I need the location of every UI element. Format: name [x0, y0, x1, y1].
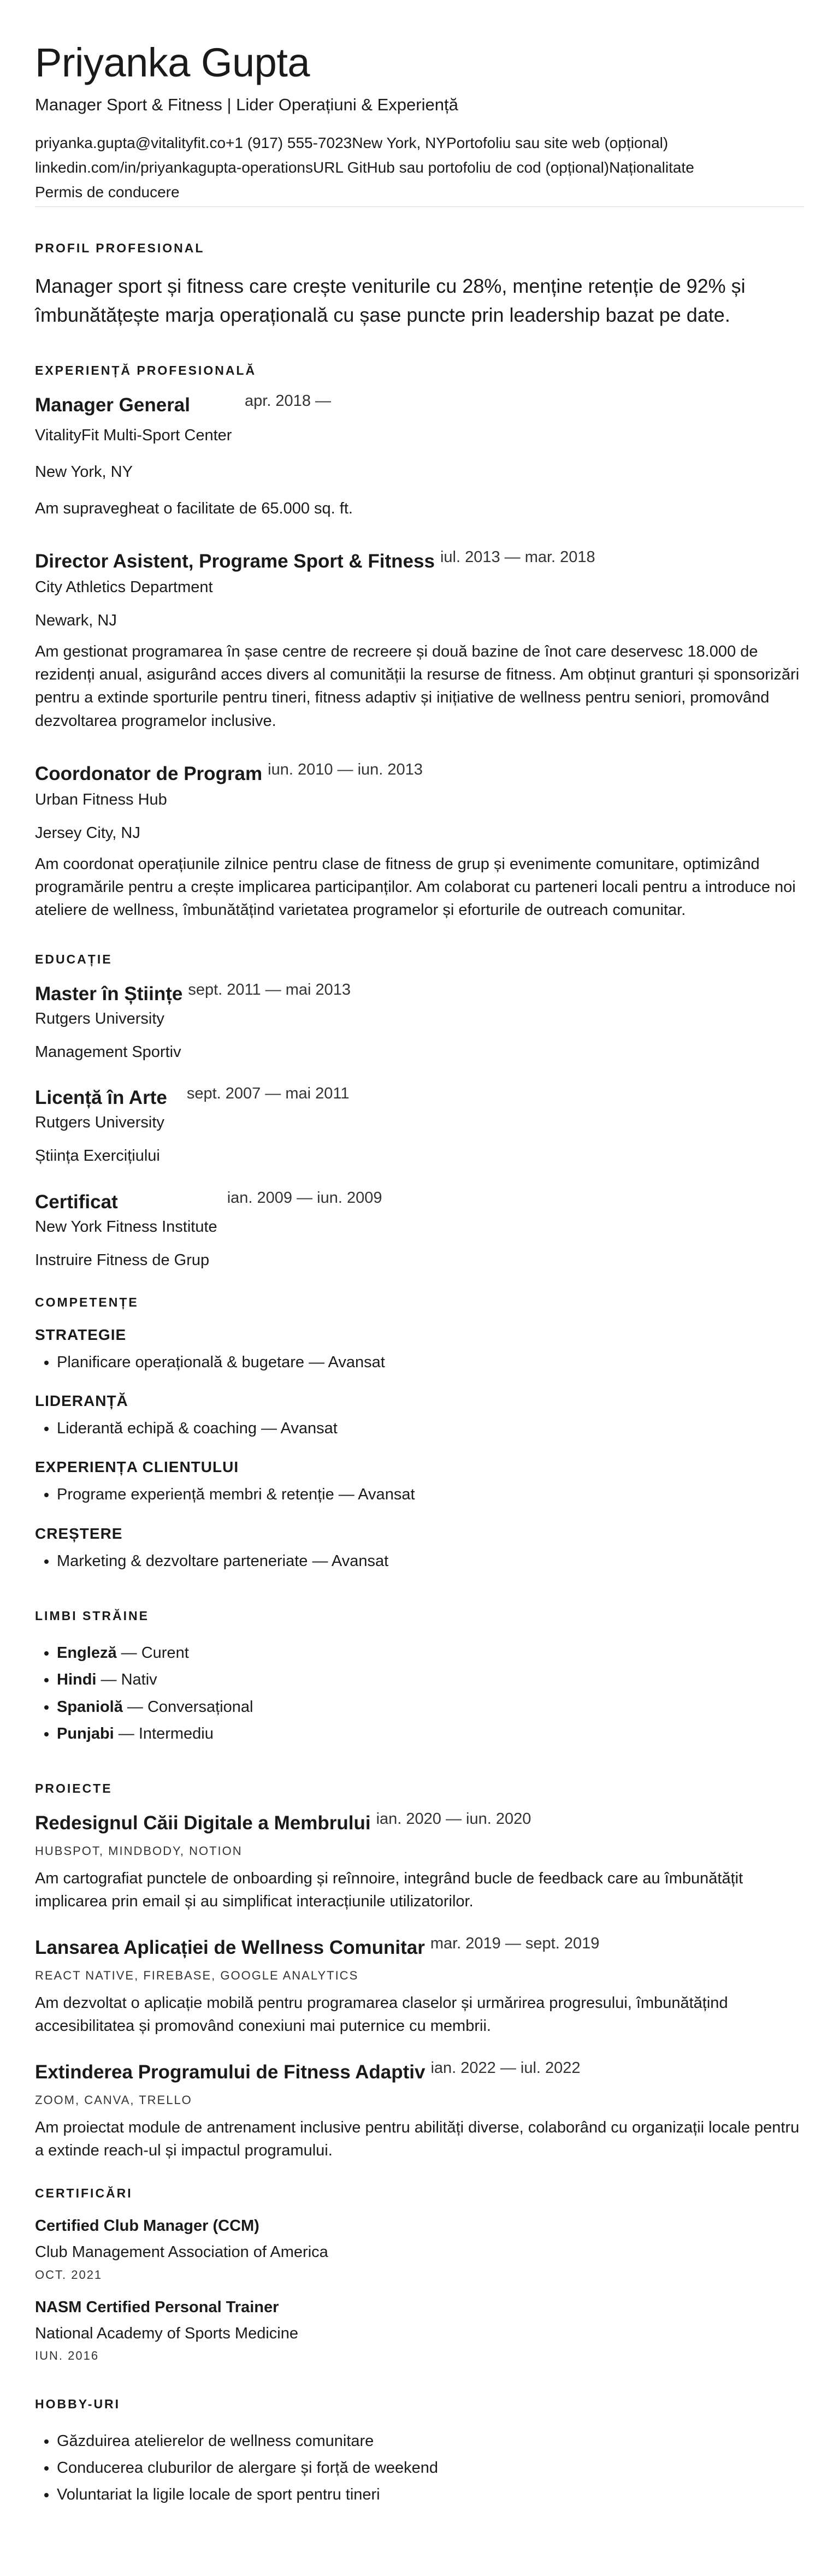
- language-level: — Nativ: [96, 1671, 157, 1689]
- languages-section: [35, 1609, 804, 1747]
- skill-category: CREȘTERE: [35, 1525, 123, 1542]
- language-name: Engleză: [57, 1644, 117, 1662]
- profile-section: [35, 241, 804, 329]
- project-entry: [35, 1937, 804, 2037]
- education-dates: sept. 2007 — mai 2011: [186, 1085, 350, 1103]
- experience-entry-header: [35, 548, 804, 572]
- language-item: [57, 1640, 804, 1667]
- hobbies-section: [35, 2397, 804, 2509]
- skill-category: LIDERANȚĂ: [35, 1392, 128, 1410]
- language-list: [35, 1640, 804, 1747]
- profile-section-title: PROFIL PROFESIONAL: [35, 241, 205, 256]
- education-entry: [35, 1087, 804, 1167]
- certification-entry: [35, 2217, 804, 2282]
- experience-dates: iun. 2010 — iun. 2013: [268, 760, 423, 778]
- language-level: — Intermediu: [114, 1724, 214, 1742]
- skill-group: [35, 1458, 804, 1508]
- experience-dates: apr. 2018 —: [245, 392, 331, 410]
- projects-section: [35, 1781, 804, 2162]
- skill-list: [35, 1415, 804, 1442]
- language-name: Spaniolă: [57, 1698, 123, 1716]
- contact-license: Permis de conducere: [35, 183, 180, 200]
- contact-row-3: [35, 180, 804, 205]
- profile-summary: Manager sport și fitness care crește veniturile cu 28%, menține retenție de 92% și îmbunătățește marja operațională cu șase puncte prin leadership bazat pe date.: [35, 275, 746, 326]
- certification-name: Certified Club Manager (CCM): [35, 2217, 259, 2235]
- candidate-headline: Manager Sport & Fitness | Lider Operațiuni & Experiență: [35, 94, 458, 114]
- hobby-item: • Conducerea cluburilor de alergare și forță de weekend: [57, 2455, 804, 2482]
- contact-phone[interactable]: +1 (917) 555-7023: [226, 134, 352, 151]
- project-entry: [35, 1812, 804, 1913]
- contact-github[interactable]: URL GitHub sau portofoliu de cod (opțional): [312, 158, 610, 176]
- project-description: Am cartografiat punctele de onboarding și reînnoire, integrând bucle de feedback care au îmbunătățit implicarea prin email și au simplificat interacțiunile utilizatorilor.: [35, 1870, 743, 1911]
- contact-portfolio[interactable]: Portofoliu sau site web (opțional): [446, 134, 669, 151]
- experience-entry-header: [35, 760, 804, 785]
- hobby-list: [35, 2428, 804, 2509]
- skill-group: [35, 1525, 804, 1575]
- education-entry: [35, 980, 804, 1063]
- experience-description: Am gestionat programarea în șase centre de recreere și două bazine de înot care deservesc 18.000 de rezidenți anual, asigurând acces divers al comunității la resurse de fitness. Am obținut granturi și sponsorizări pentru a extinde sporturile pentru tineri, fitness adaptiv și inițiative de wellness pentru seniori, promovând dezvoltarea programelor inclusive.: [35, 643, 800, 730]
- education-section-title: EDUCAȚIE: [35, 952, 113, 966]
- education-degree: Certificat: [35, 1191, 118, 1213]
- education-school: Rutgers University: [35, 1009, 164, 1027]
- certification-entry: [35, 2299, 804, 2363]
- project-entry-header: [35, 1937, 804, 1959]
- skill-item: • Marketing & dezvoltare parteneriate — Avansat: [57, 1548, 804, 1575]
- certification-date: OCT. 2021: [35, 2267, 103, 2282]
- contact-email[interactable]: priyanka.gupta@vitalityfit.co: [35, 134, 226, 151]
- language-item: [57, 1694, 804, 1721]
- project-description: Am proiectat module de antrenament inclusive pentru abilități diverse, colaborând cu organizații locale pentru a extinde reach-ul și impactul programului.: [35, 2119, 800, 2160]
- skill-item: • Programe experiență membri & retenție — Avansat: [57, 1481, 804, 1508]
- contact-row-2: [35, 156, 804, 180]
- experience-role: Director Asistent, Programe Sport & Fitness: [35, 551, 435, 572]
- experience-company: Urban Fitness Hub: [35, 790, 167, 808]
- skill-group: [35, 1392, 804, 1442]
- hobbies-section-title: HOBBY-URI: [35, 2396, 121, 2411]
- skill-list: [35, 1481, 804, 1508]
- project-dates: ian. 2020 — iun. 2020: [376, 1810, 531, 1828]
- skill-category: EXPERIENȚA CLIENTULUI: [35, 1458, 239, 1476]
- project-dates: mar. 2019 — sept. 2019: [430, 1935, 600, 1953]
- project-name: Extinderea Programului de Fitness Adaptiv: [35, 2061, 426, 2083]
- contact-block: [35, 131, 804, 204]
- skill-group: [35, 1326, 804, 1376]
- education-field: Instruire Fitness de Grup: [35, 1251, 210, 1269]
- project-entry-header: [35, 2061, 804, 2083]
- experience-entry: [35, 548, 804, 732]
- education-field: Management Sportiv: [35, 1043, 181, 1061]
- experience-section-title: EXPERIENȚĂ PROFESIONALĂ: [35, 363, 257, 377]
- language-item: [57, 1721, 804, 1747]
- language-level: — Curent: [116, 1644, 189, 1662]
- education-entry-header: [35, 980, 804, 1005]
- language-level: — Conversațional: [122, 1698, 253, 1716]
- skill-item: • Liderantă echipă & coaching — Avansat: [57, 1415, 804, 1442]
- education-dates: sept. 2011 — mai 2013: [188, 980, 351, 999]
- skill-item: • Planificare operațională & bugetare — Avansat: [57, 1349, 804, 1376]
- certifications-section-title: CERTIFICĂRI: [35, 2186, 133, 2201]
- experience-section: [35, 363, 804, 921]
- contact-row-1: [35, 131, 804, 156]
- skills-section-title: COMPETENȚE: [35, 1295, 139, 1309]
- skill-list: [35, 1548, 804, 1575]
- hobby-item: • Voluntariat la ligile locale de sport pentru tineri: [57, 2482, 804, 2508]
- education-section: [35, 952, 804, 1271]
- education-entry-header: [35, 1191, 804, 1213]
- certification-issuer: National Academy of Sports Medicine: [35, 2324, 298, 2342]
- education-school: Rutgers University: [35, 1114, 164, 1132]
- projects-section-title: PROIECTE: [35, 1781, 113, 1796]
- experience-entry: [35, 394, 804, 520]
- contact-location: New York, NY: [352, 134, 446, 151]
- project-name: Redesignul Căii Digitale a Membrului: [35, 1812, 371, 1834]
- certification-date: IUN. 2016: [35, 2348, 99, 2362]
- experience-entry: [35, 760, 804, 921]
- experience-entry-header: [35, 394, 804, 416]
- skills-section: [35, 1295, 804, 1575]
- languages-section-title: LIMBI STRĂINE: [35, 1609, 149, 1623]
- contact-nationality: Naționalitate: [609, 158, 694, 176]
- education-entry: [35, 1191, 804, 1271]
- experience-description: Am supravegheat o facilitate de 65.000 sq. ft.: [35, 500, 353, 518]
- experience-dates: iul. 2013 — mar. 2018: [440, 548, 595, 566]
- certification-name: NASM Certified Personal Trainer: [35, 2298, 279, 2316]
- header-divider: [35, 206, 804, 207]
- education-dates: ian. 2009 — iun. 2009: [227, 1189, 382, 1207]
- experience-company: VitalityFit Multi-Sport Center: [35, 426, 232, 444]
- hobby-item: • Găzduirea atelierelor de wellness comunitare: [57, 2428, 804, 2455]
- experience-location: Newark, NJ: [35, 612, 117, 630]
- skill-category: STRATEGIE: [35, 1326, 127, 1343]
- project-entry-header: [35, 1812, 804, 1834]
- experience-location: Jersey City, NJ: [35, 824, 140, 842]
- education-degree: Master în Științe: [35, 983, 183, 1005]
- experience-company: City Athletics Department: [35, 578, 213, 596]
- project-dates: ian. 2022 — iul. 2022: [430, 2059, 581, 2077]
- language-name: Hindi: [57, 1671, 97, 1689]
- language-name: Punjabi: [57, 1724, 114, 1742]
- education-degree: Licență în Arte: [35, 1087, 167, 1109]
- experience-description: Am coordonat operațiunile zilnice pentru clase de fitness de grup și evenimente comunitare, optimizând programările pentru a crește implicarea participanților. Am colaborat cu parteneri locali pentru a introduce noi ateliere de wellness, îmbunătățind varietatea programelor și eforturile de outreach comunitar.: [35, 855, 796, 919]
- skill-list: [35, 1349, 804, 1376]
- education-school: New York Fitness Institute: [35, 1218, 217, 1236]
- experience-location: New York, NY: [35, 463, 133, 481]
- project-tech: ZOOM, CANVA, TRELLO: [35, 2093, 192, 2107]
- contact-linkedin[interactable]: linkedin.com/in/priyankagupta-operations: [35, 158, 313, 176]
- experience-role: Manager General: [35, 394, 190, 416]
- project-tech: HUBSPOT, MINDBODY, NOTION: [35, 1844, 243, 1858]
- education-field: Știința Exercițiului: [35, 1147, 160, 1165]
- project-tech: REACT NATIVE, FIREBASE, GOOGLE ANALYTICS: [35, 1969, 359, 1983]
- language-item: [57, 1667, 804, 1693]
- candidate-name: Priyanka Gupta: [35, 40, 310, 85]
- certifications-section: [35, 2186, 804, 2362]
- education-entry-header: [35, 1087, 804, 1109]
- project-name: Lansarea Aplicației de Wellness Comunitar: [35, 1937, 425, 1959]
- project-entry: [35, 2061, 804, 2162]
- project-description: Am dezvoltat o aplicație mobilă pentru programarea claselor și urmărirea progresului, îmbunătățind accesibilitatea și promovând conexiuni mai puternice cu membrii.: [35, 1994, 728, 2035]
- experience-role: Coordonator de Program: [35, 763, 263, 784]
- certification-issuer: Club Management Association of America: [35, 2243, 328, 2261]
